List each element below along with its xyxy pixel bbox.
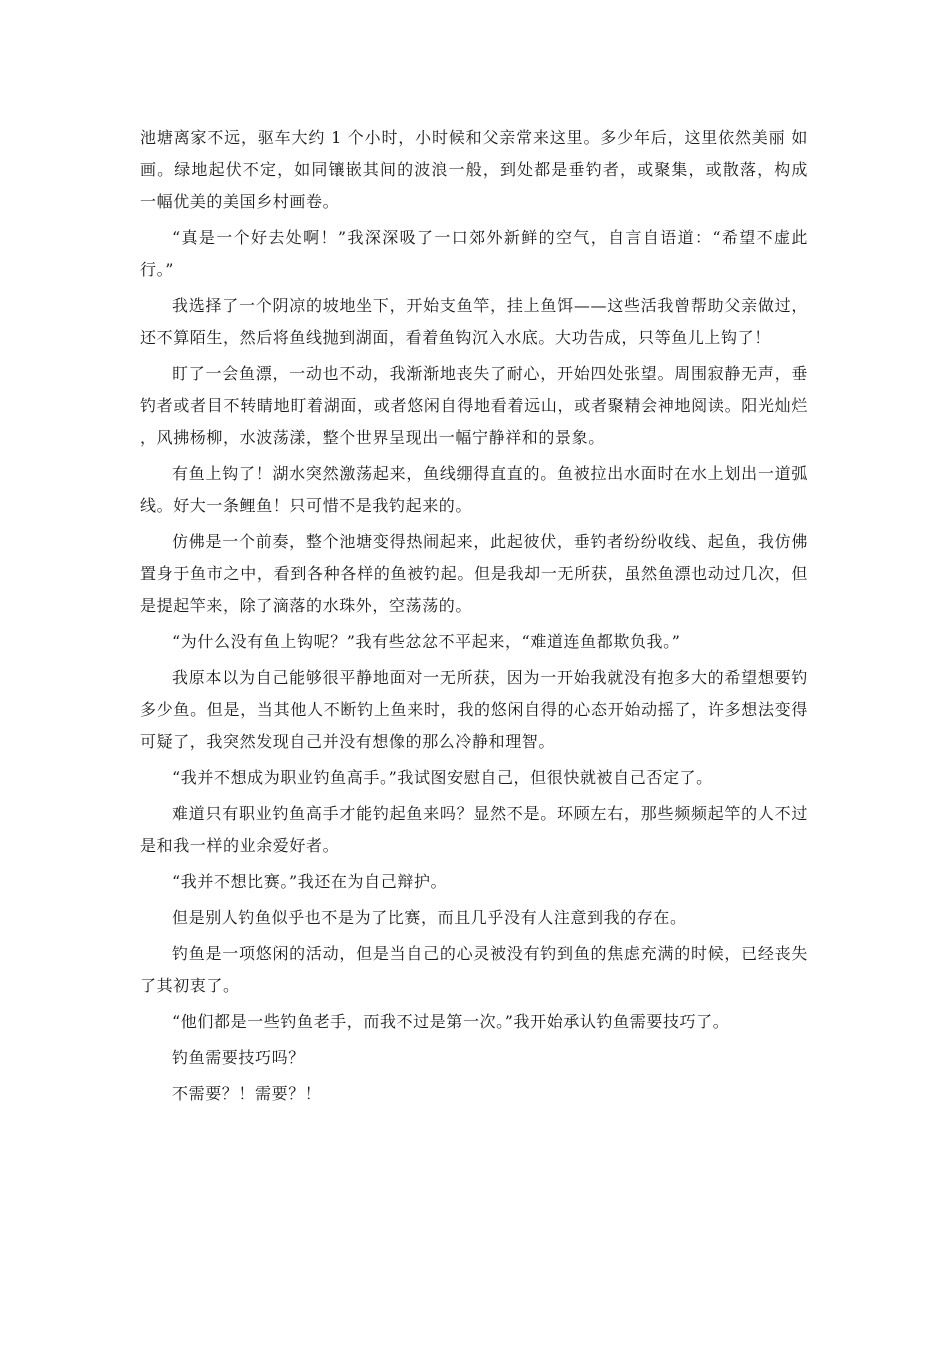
paragraph-10: 难道只有职业钓鱼高手才能钓起鱼来吗？显然不是。环顾左右，那些频频起竿的人不过是和我一样的业余爱好者。: [140, 804, 808, 855]
paragraph-12: 但是别人钓鱼似乎也不是为了比赛，而且几乎没有人注意到我的存在。: [172, 908, 687, 927]
paragraph-13: 钓鱼是一项悠闲的活动，但是当自己的心灵被没有钓到鱼的焦虑充满的时候，已经丧失了其初衷了。: [140, 944, 808, 995]
paragraph-8: 我原本以为自己能够很平静地面对一无所获，因为一开始我就没有抱多大的希望想要钓多少鱼。但是，当其他人不断钓上鱼来时，我的悠闲自得的心态开始动摇了，许多想法变得可疑了，我突然发现自己并没有想像的那么冷静和理智。: [140, 668, 808, 751]
paragraph-5: 有鱼上钩了！湖水突然激荡起来，鱼线绷得直直的。鱼被拉出水面时在水上划出一道弧线。好大一条鲤鱼！只可惜不是我钓起来的。: [140, 464, 808, 515]
paragraph-15: 钓鱼需要技巧吗？: [172, 1048, 305, 1067]
paragraph-9: “我并不想成为职业钓鱼高手。”我试图安慰自己，但很快就被自己否定了。: [172, 768, 713, 787]
paragraph-7: “为什么没有鱼上钩呢？”我有些忿忿不平起来，“难道连鱼都欺负我。”: [172, 632, 681, 651]
article-body: [140, 122, 808, 1114]
paragraph-16: 不需要？！需要？！: [172, 1084, 322, 1103]
paragraph-6: 仿佛是一个前奏，整个池塘变得热闹起来，此起彼伏，垂钓者纷纷收线、起鱼，我仿佛置身于鱼市之中，看到各种各样的鱼被钓起。但是我却一无所获，虽然鱼漂也动过几次，但是提起竿来，除了滴落的水珠外，空荡荡的。: [140, 532, 808, 615]
paragraph-1: 池塘离家不远，驱车大约 1 个小时，小时候和父亲常来这里。多少年后，这里依然美丽 如画。绿地起伏不定，如同镶嵌其间的波浪一般，到处都是垂钓者，或聚集，或散落，构成 一幅优美的美国乡村画卷。: [140, 128, 808, 211]
paragraph-3: 我选择了一个阴凉的坡地坐下，开始支鱼竿，挂上鱼饵——这些活我曾帮助父亲做过，还不算陌生，然后将鱼线抛到湖面，看着鱼钩沉入水底。大功告成，只等鱼儿上钩了！: [140, 296, 808, 347]
paragraph-4: 盯了一会鱼漂，一动也不动，我渐渐地丧失了耐心，开始四处张望。周围寂静无声，垂钓者或者目不转睛地盯着湖面，或者悠闲自得地看着远山，或者聚精会神地阅读。阳光灿烂 ，风拂杨柳，水波荡漾，整个世界呈现出一幅宁静祥和的景象。: [140, 364, 808, 447]
paragraph-11: “我并不想比赛。”我还在为自己辩护。: [172, 872, 448, 891]
paragraph-2: “真是一个好去处啊！”我深深吸了一口郊外新鲜的空气，自言自语道：“希望不虚此行。”: [140, 228, 808, 279]
paragraph-14: “他们都是一些钓鱼老手，而我不过是第一次。”我开始承认钓鱼需要技巧了。: [172, 1012, 730, 1031]
